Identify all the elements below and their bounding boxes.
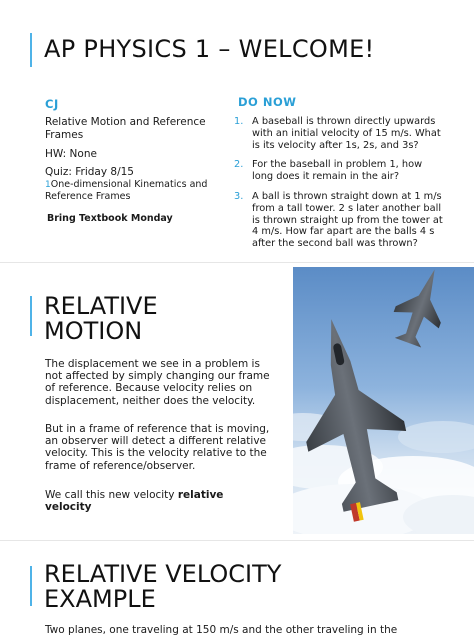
topic-text: Relative Motion and Reference Frames — [45, 116, 206, 141]
quiz-subtopic — [45, 179, 225, 202]
paragraph-relative-velocity — [45, 489, 273, 513]
title-accent-bar-2 — [30, 296, 32, 336]
do-now-num-2: 2. — [234, 159, 244, 171]
do-now-item-2 — [234, 159, 446, 183]
paragraph-moving-frame: But in a frame of reference that is moving, an observer will detect a different relative velocity. This is the velocity relative to the frame of reference/observer. — [45, 423, 270, 472]
section-title-relative-motion — [44, 294, 158, 344]
fighter-jets-photo — [293, 267, 474, 534]
para3-prefix: We call this new velocity — [45, 489, 178, 501]
do-now-item-3 — [234, 191, 446, 250]
section-title-relative-velocity-example — [44, 562, 281, 612]
slide-divider-1 — [0, 262, 474, 263]
homework-text: HW: None — [45, 148, 97, 160]
do-now-num-3: 3. — [234, 190, 244, 202]
paragraph-displacement: The displacement we see in a problem is not affected by simply changing our frame of reference. Because velocity relies on displacement, neither does the velocity. — [45, 358, 270, 407]
title-accent-bar-3 — [30, 566, 32, 606]
do-now-text-3: A ball is thrown straight down at 1 m/s from a tall tower. 2 s later another ball is thrown straight up from the tower at 4 m/s. How far apart are the balls 4 s after the second ball was thrown? — [252, 190, 443, 250]
do-now-item-1 — [234, 116, 446, 151]
slide-divider-2 — [0, 540, 474, 541]
title-accent-bar — [30, 33, 32, 67]
do-now-header: DO NOW — [238, 95, 297, 109]
quiz-subtopic-marker: 1 — [45, 180, 51, 190]
title-line-1: RELATIVE VELOCITY — [44, 560, 282, 588]
title-line-2: EXAMPLE — [44, 585, 156, 613]
do-now-text-1: A baseball is thrown directly upwards with an initial velocity of 15 m/s. What is its velocity after 1s, 2s, and 3s? — [252, 116, 441, 151]
do-now-list — [234, 116, 446, 258]
example-body-text: Two planes, one traveling at 150 m/s and the other traveling in the — [45, 624, 398, 636]
para3-bold: relative velocity — [45, 489, 224, 514]
quiz-subtopic-text: One-dimensional Kinematics and Reference Frames — [45, 179, 208, 202]
quiz-text: Quiz: Friday 8/15 — [45, 166, 134, 178]
title-line-1: RELATIVE — [44, 292, 158, 320]
do-now-text-2: For the baseball in problem 1, how long does it remain in the air? — [252, 159, 423, 183]
left-column-header: CJ — [45, 97, 59, 111]
reminder-text: Bring Textbook Monday — [47, 213, 173, 224]
page-title: AP PHYSICS 1 – WELCOME! — [44, 35, 375, 63]
do-now-num-1: 1. — [234, 116, 244, 127]
title-line-2: MOTION — [44, 317, 143, 345]
